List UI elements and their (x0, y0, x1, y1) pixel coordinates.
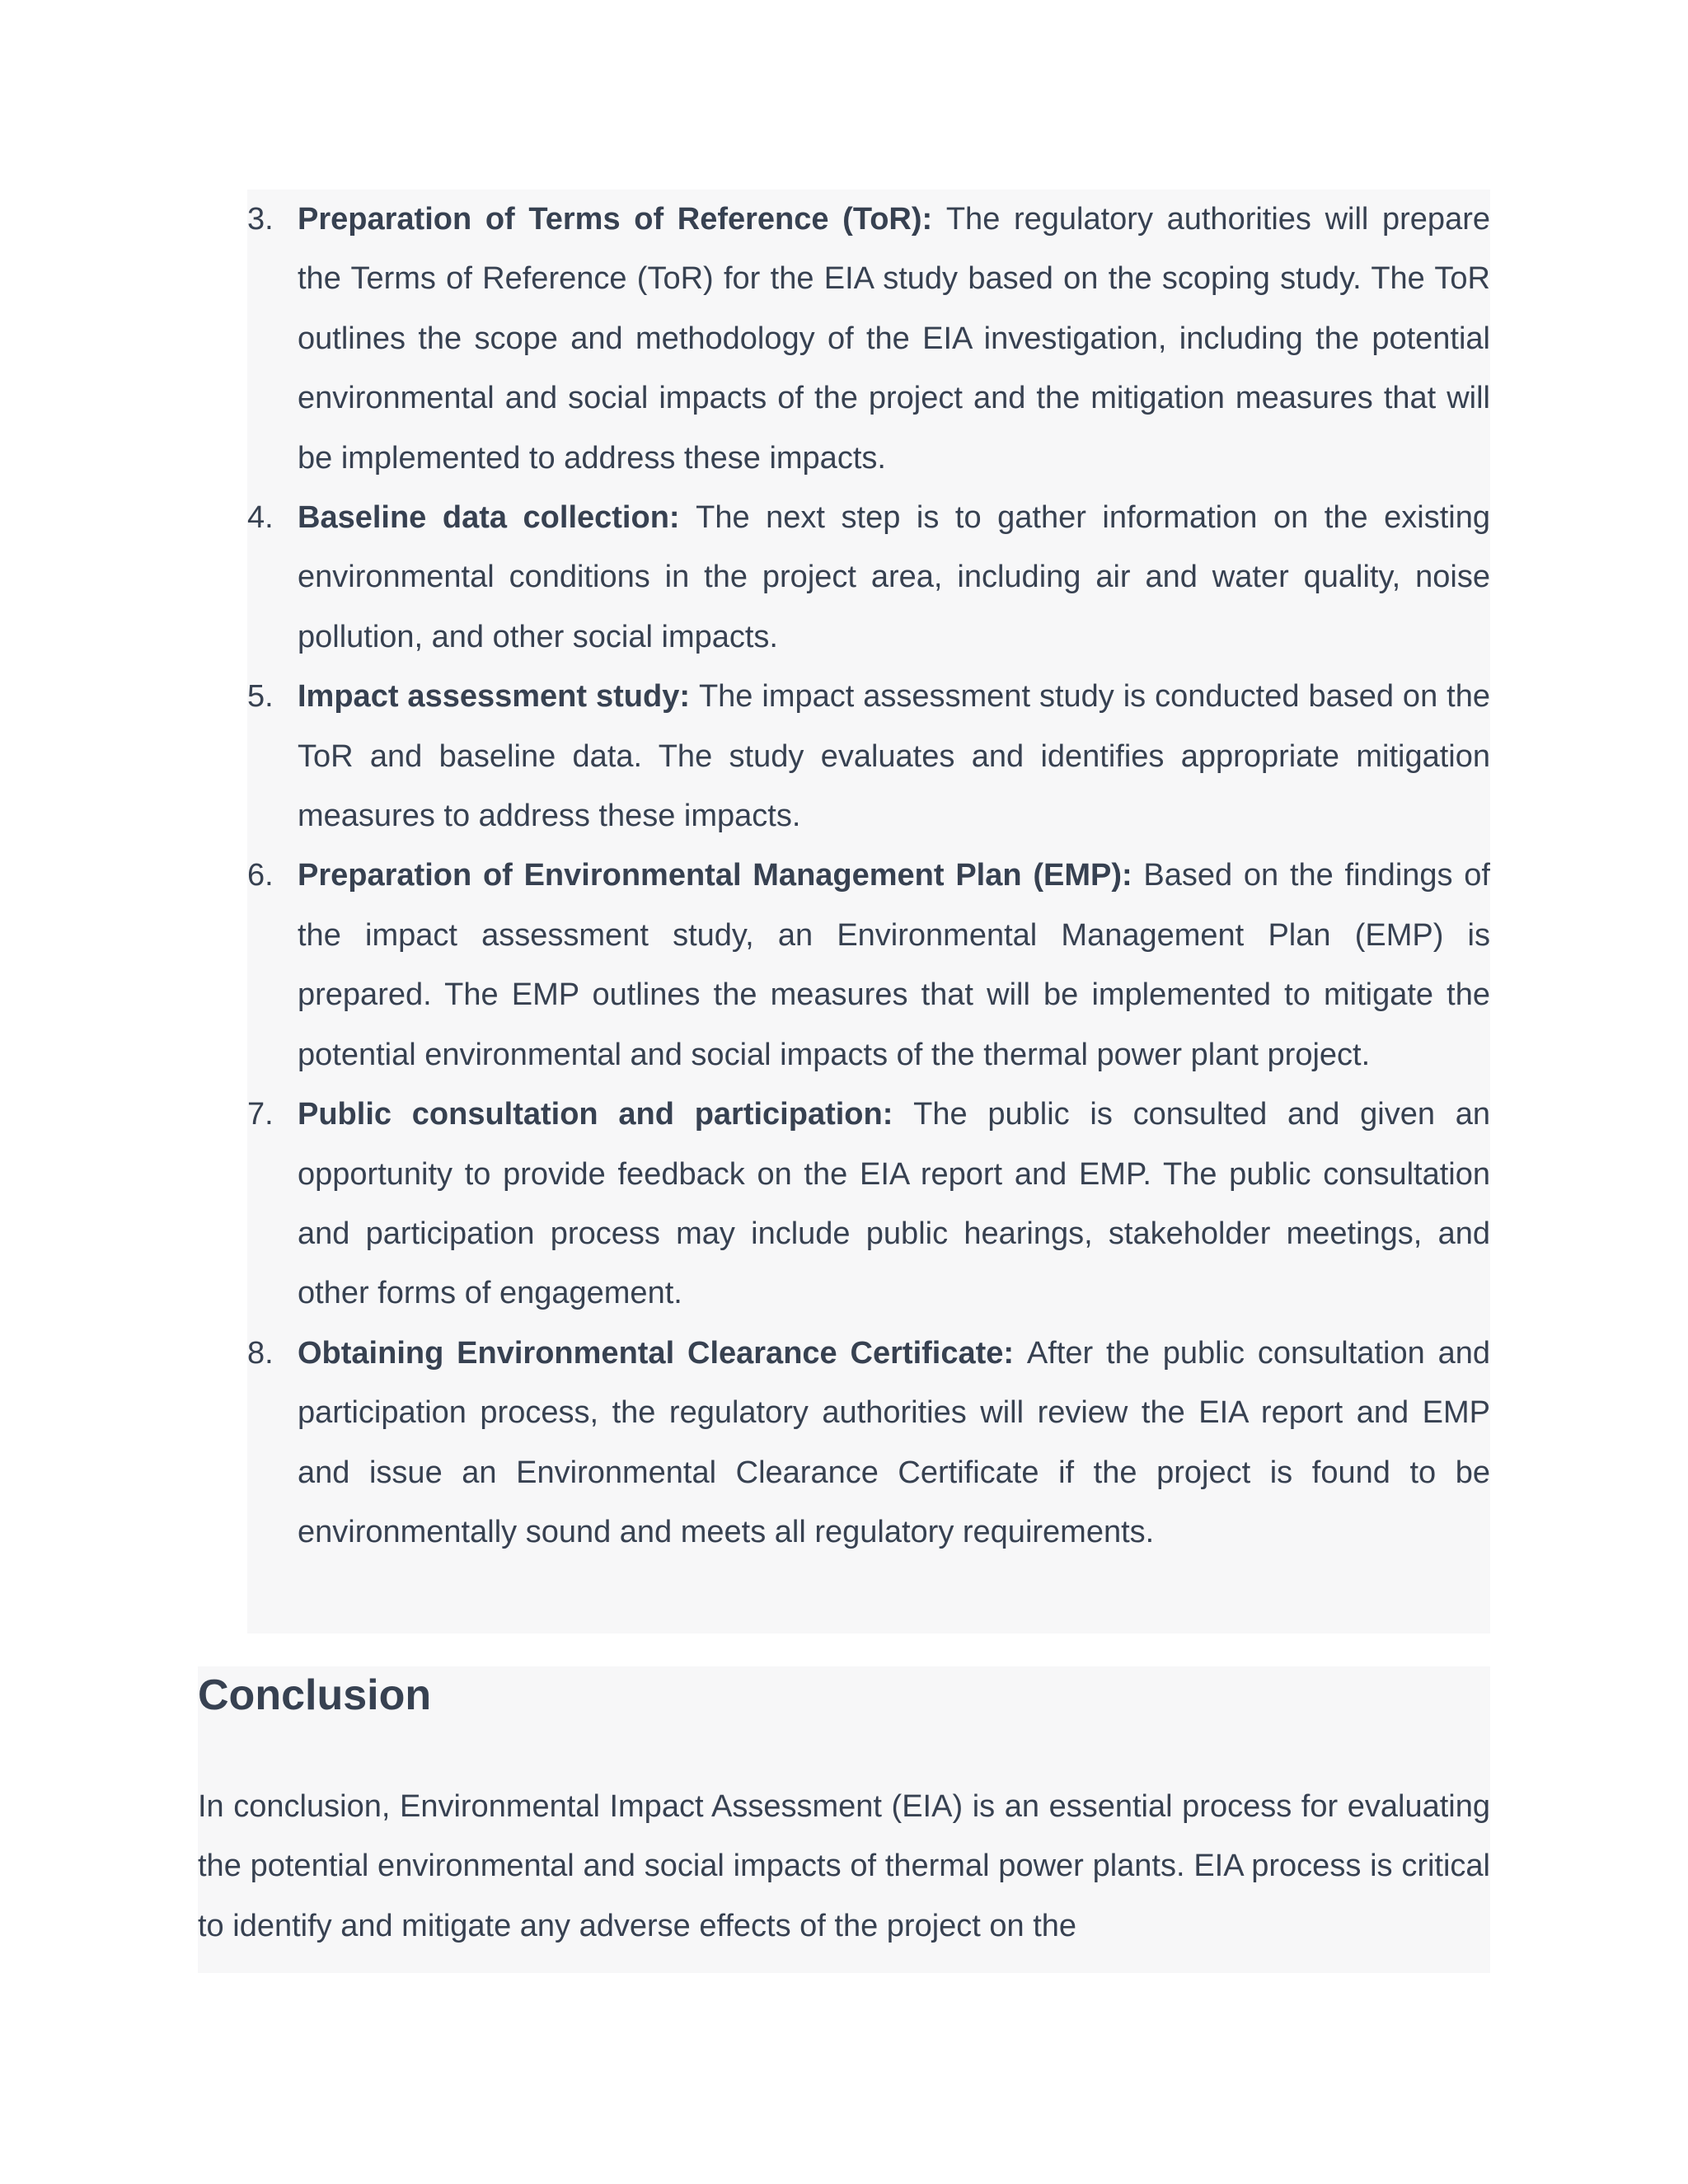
step-title: Baseline data collection: (298, 500, 696, 536)
step-number: 7. (247, 1097, 274, 1132)
step-title: Preparation of Terms of Reference (ToR): (298, 202, 946, 237)
step-number: 3. (247, 202, 274, 237)
list-item (247, 667, 1490, 846)
eia-steps-list (247, 190, 1490, 1562)
list-item (247, 1324, 1490, 1563)
step-title: Obtaining Environmental Clearance Certificate: (298, 1335, 1027, 1371)
step-title: Preparation of Environmental Management Plan (EMP): (298, 858, 1144, 893)
conclusion-paragraph: In conclusion, Environmental Impact Assessment (EIA) is an essential process for evaluating the potential environmental and social impacts of thermal power plants. EIA process is critical to identify and mitigate any adverse effects of the project on the (198, 1789, 1490, 1943)
step-text: After the public consultation and participation process, the regulatory authorities will review the EIA report and EMP and issue an Environmental Clearance Certificate if the project is found to be environmentally sound and meets all regulatory requirements. (298, 1335, 1490, 1549)
step-text: Based on the findings of the impact assessment study, an Environmental Management Plan (EMP) is prepared. The EMP outlines the measures that will be implemented to mitigate the potential environmental and social impacts of the thermal power plant project. (298, 858, 1490, 1072)
step-number: 6. (247, 858, 274, 893)
step-number: 5. (247, 679, 274, 715)
step-number: 4. (247, 500, 274, 536)
list-item (247, 190, 1490, 488)
list-item (247, 488, 1490, 667)
step-text: The next step is to gather information on the existing environmental conditions in the project area, including air and water quality, noise pollution, and other social impacts. (298, 500, 1490, 654)
eia-steps-block (247, 190, 1490, 1633)
step-text: The public is consulted and given an opportunity to provide feedback on the EIA report and EMP. The public consultation and participation process may include public hearings, stakeholder meetings, and other forms of engagement. (298, 1097, 1490, 1311)
list-item (247, 846, 1490, 1085)
conclusion-heading: Conclusion (198, 1671, 432, 1719)
step-title: Public consultation and participation: (298, 1097, 914, 1132)
list-item (247, 1085, 1490, 1324)
conclusion-section (198, 1666, 1490, 1973)
step-text: The impact assessment study is conducted based on the ToR and baseline data. The study evaluates and identifies appropriate mitigation measures to address these impacts. (298, 679, 1490, 834)
step-text: The regulatory authorities will prepare the Terms of Reference (ToR) for the EIA study based on the scoping study. The ToR outlines the scope and methodology of the EIA investigation, including the potential environmental and social impacts of the project and the mitigation measures that will be implemented to address these impacts. (298, 202, 1490, 476)
step-title: Impact assessment study: (298, 679, 699, 715)
step-number: 8. (247, 1335, 274, 1371)
